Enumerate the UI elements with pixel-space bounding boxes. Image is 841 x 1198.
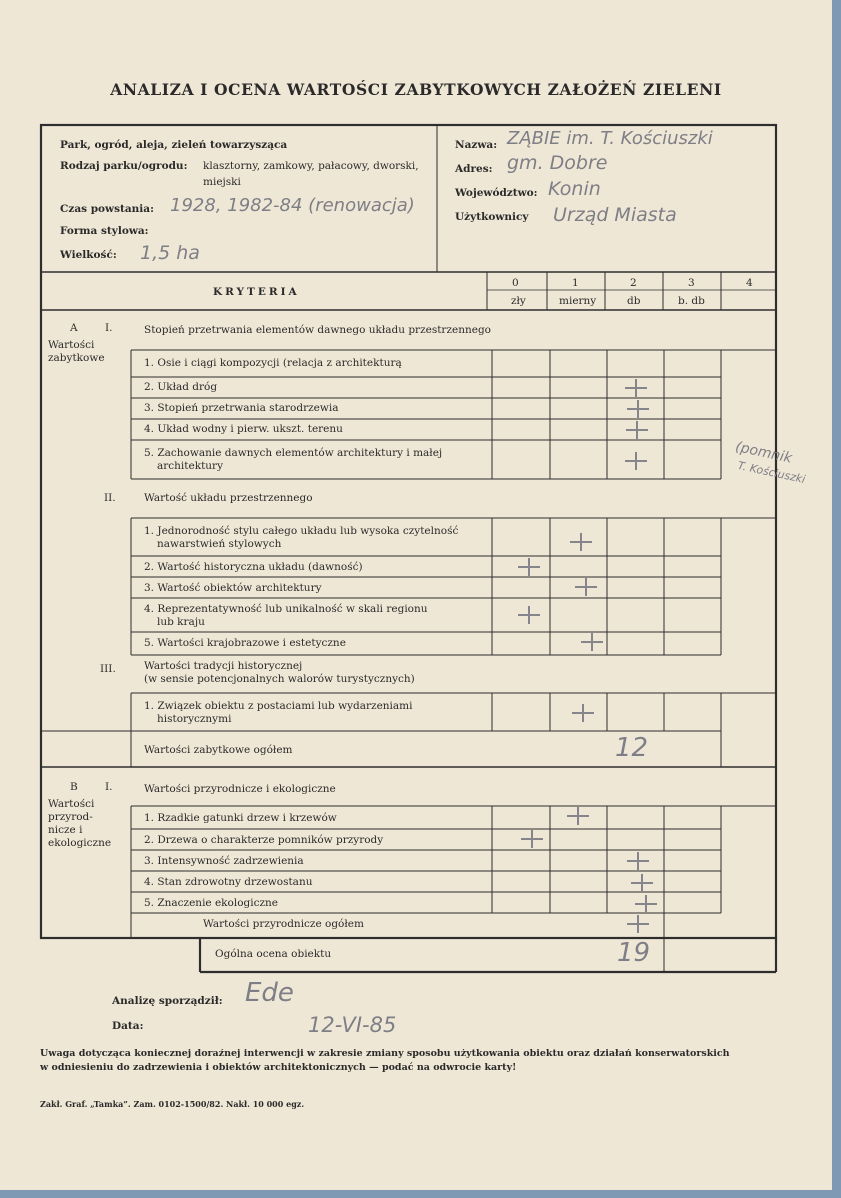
a1-row-4: 4. Układ wodny i pierw. ukszt. terenu	[144, 423, 343, 435]
uzytkownicy-handwritten: Urząd Miasta	[553, 204, 677, 226]
total-ogolna-handwritten: 19	[617, 938, 651, 968]
a2-row-1-cont: nawarstwień stylowych	[157, 538, 282, 550]
a2-row-5: 5. Wartości krajobrazowe i estetyczne	[144, 637, 346, 649]
mark-a1-4-db	[626, 419, 648, 441]
overall-label: Ogólna ocena obiektu	[215, 948, 332, 960]
a2-heading: Wartość układu przestrzennego	[144, 492, 313, 504]
section-b-label-2: przyrod-	[48, 811, 93, 823]
data-label: Data:	[112, 1020, 144, 1032]
a2-row-1: 1. Jednorodność stylu całego układu lub wysoka czytelność	[144, 525, 459, 537]
a3-heading-cont: (w sensie potencjonalnych walorów turystycznych)	[144, 673, 415, 685]
section-a-label-2: zabytkowe	[48, 352, 105, 364]
signature-handwritten: Ede	[245, 978, 294, 1008]
col-2: 2	[630, 277, 637, 289]
a2-row-4: 4. Reprezentatywność lub unikalność w skali regionu	[144, 603, 428, 615]
adres-label: Adres:	[455, 163, 493, 175]
grade-mierny: mierny	[559, 295, 597, 307]
mark-a1-3-db	[627, 398, 649, 420]
a3-row-1-cont: historycznymi	[157, 713, 232, 725]
section-a-label: Wartości	[48, 339, 95, 351]
mark-a2-5-mierny	[581, 631, 603, 653]
col-0: 0	[512, 277, 519, 289]
form-title: ANALIZA I OCENA WARTOŚCI ZABYTKOWYCH ZAŁOŻEŃ ZIELENI	[110, 80, 722, 99]
mark-a1-5-db	[625, 450, 647, 472]
a2-row-2: 2. Wartość historyczna układu (dawność)	[144, 561, 363, 573]
nazwa-handwritten: ZĄBIE im. T. Kościuszki	[507, 128, 713, 149]
czas-handwritten: 1928, 1982-84 (renowacja)	[170, 195, 415, 216]
grade-bdb: b. db	[678, 295, 705, 307]
mark-b1-4-db	[631, 872, 653, 894]
adres-handwritten: gm. Dobre	[507, 152, 608, 174]
kryteria-heading: KRYTERIA	[213, 286, 300, 298]
wielkosc-handwritten: 1,5 ha	[140, 242, 200, 264]
footer-note-2: w odniesieniu do zadrzewienia i obiektów architektonicznych — podać na odwrocie karty!	[40, 1062, 517, 1073]
footer-note-1: Uwaga dotycząca koniecznej doraźnej interwencji w zakresie zmiany sposobu użytkowania obiektu oraz działań konserwatorskich	[40, 1048, 730, 1059]
a-total-label: Wartości zabytkowe ogółem	[144, 744, 293, 756]
wojewodztwo-label: Województwo:	[455, 187, 538, 199]
analize-label: Analizę sporządził:	[112, 995, 223, 1007]
a1-row-5-cont: architektury	[157, 460, 224, 472]
margin-note-handwritten: (pomnik	[733, 439, 794, 467]
wielkosc-label: Wielkość:	[60, 249, 117, 261]
czas-label: Czas powstania:	[60, 203, 154, 215]
section-b-label: Wartości	[48, 798, 95, 810]
col-4: 4	[746, 277, 753, 289]
rodzaj-options: klasztorny, zamkowy, pałacowy, dworski,	[203, 160, 419, 172]
printer-note: Zakł. Graf. „Tamka”. Zam. 0102-1500/82. Nakł. 10 000 egz.	[40, 1099, 305, 1109]
section-a-letter: A	[70, 322, 78, 334]
margin-note-2-handwritten: T. Kościuszki	[736, 459, 807, 487]
forma-label: Forma stylowa:	[60, 225, 149, 237]
a3-heading: Wartości tradycji historycznej	[144, 660, 303, 672]
park-label: Park, ogród, aleja, zieleń towarzysząca	[60, 139, 288, 151]
a2-row-4-cont: lub kraju	[157, 616, 205, 628]
b1-row-5: 5. Znaczenie ekologiczne	[144, 897, 279, 909]
a2-row-3: 3. Wartość obiektów architektury	[144, 582, 322, 594]
b-total-label: Wartości przyrodnicze ogółem	[203, 918, 364, 930]
mark-a2-4-zly	[518, 604, 540, 626]
a3-row-1: 1. Związek obiektu z postaciami lub wydarzeniami	[144, 700, 413, 712]
grade-db: db	[627, 295, 641, 307]
mark-b-total	[627, 913, 649, 935]
b1-row-3: 3. Intensywność zadrzewienia	[144, 855, 304, 867]
date-handwritten: 12-VI-85	[308, 1013, 397, 1037]
mark-b1-1-mierny	[567, 805, 589, 827]
a1-row-5: 5. Zachowanie dawnych elementów architektury i małej	[144, 447, 443, 459]
a1-row-2: 2. Układ dróg	[144, 381, 218, 393]
grade-zly: zły	[511, 295, 526, 307]
uzytkownicy-label: Użytkownicy	[455, 211, 529, 223]
mark-a1-2-db	[625, 377, 647, 399]
a1-row-1: 1. Osie i ciągi kompozycji (relacja z architekturą	[144, 357, 402, 369]
rodzaj-label: Rodzaj parku/ogrodu:	[60, 160, 188, 172]
nazwa-label: Nazwa:	[455, 139, 498, 151]
mark-a3-1-mierny	[572, 702, 594, 724]
mark-b1-3-db	[627, 850, 649, 872]
mark-a2-3-mierny	[575, 576, 597, 598]
section-a-roman-ii: II.	[104, 492, 116, 504]
section-b-label-3: nicze i	[48, 824, 83, 836]
b1-row-2: 2. Drzewa o charakterze pomników przyrody	[144, 834, 384, 846]
section-a-roman: I.	[105, 322, 113, 334]
mark-b1-2-zly	[521, 828, 543, 850]
rodzaj-options-2: miejski	[203, 176, 241, 188]
mark-a2-2-zly	[518, 556, 540, 578]
mark-b1-5-db	[635, 893, 657, 915]
b1-row-4: 4. Stan zdrowotny drzewostanu	[144, 876, 313, 888]
section-a-roman-iii: III.	[100, 663, 116, 675]
mark-a2-1-mierny	[570, 531, 592, 553]
wojewodztwo-handwritten: Konin	[548, 178, 601, 200]
b1-heading: Wartości przyrodnicze i ekologiczne	[144, 783, 336, 795]
col-1: 1	[572, 277, 579, 289]
section-b-letter: B	[70, 781, 78, 793]
total-zabytkowe-handwritten: 12	[615, 733, 649, 763]
section-b-roman: I.	[105, 781, 113, 793]
col-3: 3	[688, 277, 695, 289]
b1-row-1: 1. Rzadkie gatunki drzew i krzewów	[144, 812, 337, 824]
a1-row-3: 3. Stopień przetrwania starodrzewia	[144, 402, 339, 414]
section-b-label-4: ekologiczne	[48, 837, 112, 849]
a1-heading: Stopień przetrwania elementów dawnego układu przestrzennego	[144, 324, 491, 336]
